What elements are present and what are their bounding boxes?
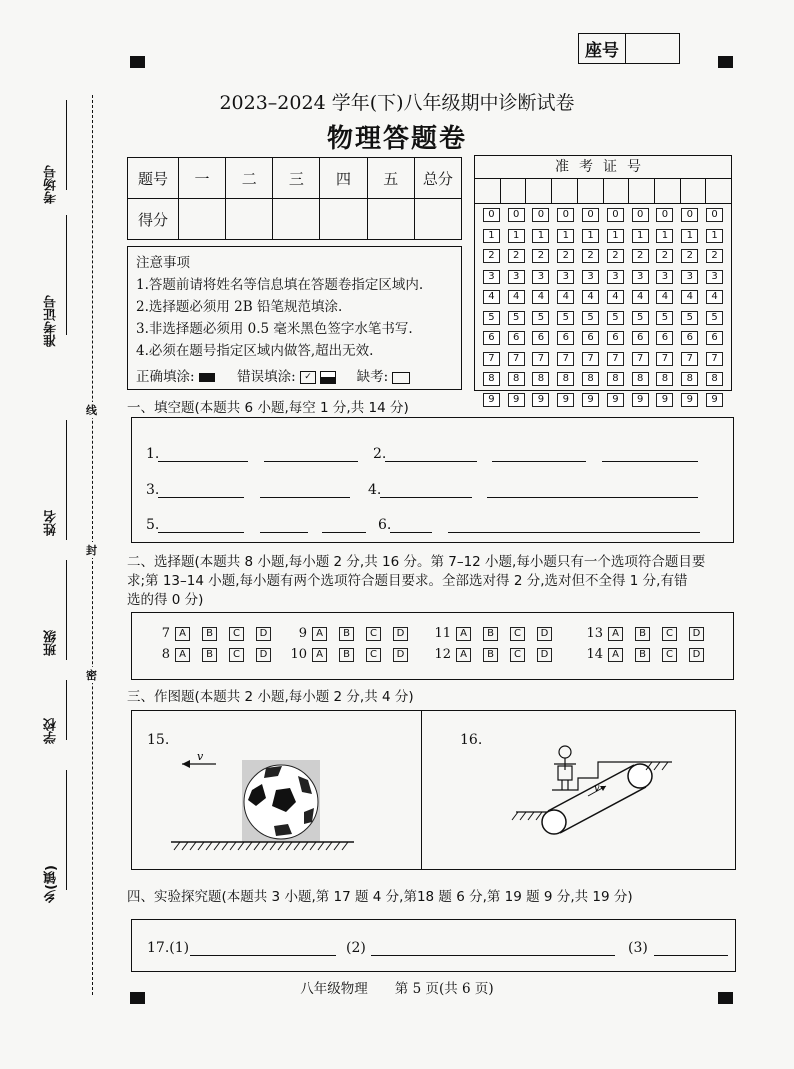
q4-blank-1[interactable]: [380, 497, 472, 498]
q17-label: 17.(1): [147, 940, 190, 956]
score-header-4: 四: [320, 158, 367, 199]
score-table: [127, 157, 462, 240]
notes-item: 2.选择题必须用 2B 铅笔规范填涂.: [136, 299, 343, 315]
admission-bubble[interactable]: 4: [681, 290, 698, 304]
admission-bubble[interactable]: 2: [483, 249, 500, 263]
choice-option-a[interactable]: A: [456, 627, 471, 641]
q3-label: 3.: [146, 482, 160, 498]
admission-bubble[interactable]: 1: [632, 229, 649, 243]
admission-bubble[interactable]: 2: [681, 249, 698, 263]
admission-bubble[interactable]: 4: [557, 290, 574, 304]
field-name: 姓名: [44, 510, 59, 536]
admission-bubble[interactable]: 0: [582, 208, 599, 222]
section4-heading: 四、实验探究题(本题共 3 小题,第 17 题 4 分,第18 题 6 分,第 19 题 9 分,共 19 分): [127, 889, 633, 905]
registration-mark-top-right: [718, 56, 733, 68]
choice-question-11: [433, 626, 564, 641]
admission-bubble[interactable]: 3: [607, 270, 624, 284]
admission-bubble[interactable]: 0: [557, 208, 574, 222]
admission-bubble[interactable]: 2: [706, 249, 723, 263]
score-cell[interactable]: [367, 199, 414, 240]
q4-blank-2[interactable]: [487, 497, 698, 498]
q2-blank-1[interactable]: [385, 461, 477, 462]
soccer-ball-figure: [166, 750, 356, 860]
choice-option-b[interactable]: B: [483, 627, 498, 641]
admission-bubble[interactable]: 7: [483, 352, 500, 366]
choice-number: 10: [290, 647, 307, 662]
section2-heading-line2: 求;第 13–14 小题,每小题有两个选项符合题目要求。全部选对得 2 分,选对但不全得 1 分,有错: [127, 573, 688, 589]
admission-bubble[interactable]: 9: [557, 393, 574, 407]
score-cell[interactable]: [414, 199, 461, 240]
admission-bubble[interactable]: 1: [607, 229, 624, 243]
admission-column: [628, 208, 653, 413]
score-header-total: 总分: [414, 158, 461, 199]
choice-option-d[interactable]: D: [256, 627, 271, 641]
admission-bubble[interactable]: 3: [582, 270, 599, 284]
admission-bubble[interactable]: 5: [532, 311, 549, 325]
admission-bubble[interactable]: 0: [532, 208, 549, 222]
section2-heading-line1: 二、选择题(本题共 8 小题,每小题 2 分,共 16 分。第 7–12 小题,每小题只有一个选项符合题目要: [127, 554, 706, 570]
choice-option-a[interactable]: A: [608, 648, 623, 662]
choice-option-c[interactable]: C: [662, 648, 677, 662]
choice-question-9: [289, 626, 420, 641]
admission-bubble[interactable]: 4: [632, 290, 649, 304]
admission-bubble[interactable]: 8: [557, 372, 574, 386]
admission-bubble[interactable]: 9: [582, 393, 599, 407]
q4-label: 4.: [368, 482, 382, 498]
admission-bubble[interactable]: 7: [582, 352, 599, 366]
admission-bubble[interactable]: 9: [632, 393, 649, 407]
choice-number: 14: [586, 647, 603, 662]
choice-option-d[interactable]: D: [256, 648, 271, 662]
field-township: 乡(镇): [44, 865, 59, 903]
q17-blank-3[interactable]: [654, 955, 728, 956]
admission-bubble[interactable]: 3: [557, 270, 574, 284]
field-class-line[interactable]: [66, 560, 67, 660]
choice-option-a[interactable]: A: [456, 648, 471, 662]
score-cell[interactable]: [226, 199, 273, 240]
admission-bubble[interactable]: 3: [508, 270, 525, 284]
absent-label: 缺考:: [356, 369, 389, 385]
admission-bubble[interactable]: 2: [532, 249, 549, 263]
admission-bubble[interactable]: 3: [706, 270, 723, 284]
admission-bubble[interactable]: 4: [508, 290, 525, 304]
q17-part3-label: (3): [628, 940, 648, 956]
notes-box: [127, 246, 462, 390]
choice-option-c[interactable]: C: [510, 627, 525, 641]
q17-blank-2[interactable]: [371, 955, 615, 956]
choice-number: 12: [434, 647, 451, 662]
fill-examples: [136, 366, 453, 388]
admission-bubble[interactable]: 1: [508, 229, 525, 243]
admission-bubble[interactable]: 5: [508, 311, 525, 325]
choice-option-d[interactable]: D: [393, 627, 408, 641]
choice-number: 11: [434, 626, 451, 641]
admission-bubble[interactable]: 1: [706, 229, 723, 243]
admission-number-grid: [474, 155, 732, 405]
choice-option-b[interactable]: B: [202, 648, 217, 662]
admission-bubble[interactable]: 3: [681, 270, 698, 284]
field-class: 班级: [44, 630, 59, 656]
admission-column: [479, 208, 504, 413]
choice-option-c[interactable]: C: [366, 627, 381, 641]
q5-blank-2[interactable]: [260, 532, 308, 533]
check-box-icon: ✓: [300, 371, 316, 384]
field-school: 学校: [44, 718, 59, 744]
seat-number-label: 座号: [579, 34, 626, 63]
score-cell[interactable]: [178, 199, 225, 240]
admission-bubble[interactable]: 6: [483, 331, 500, 345]
field-school-line[interactable]: [66, 680, 67, 740]
choice-question-8: [152, 647, 283, 662]
q6-label: 6.: [378, 517, 392, 533]
q6-blank-1[interactable]: [390, 532, 432, 533]
choice-option-a[interactable]: A: [175, 627, 190, 641]
admission-bubble[interactable]: 1: [582, 229, 599, 243]
choice-option-b[interactable]: B: [483, 648, 498, 662]
admission-bubble[interactable]: 6: [681, 331, 698, 345]
admission-bubble[interactable]: 2: [632, 249, 649, 263]
escalator-velocity-label: v: [594, 783, 600, 794]
admission-bubble[interactable]: 9: [508, 393, 525, 407]
admission-bubble[interactable]: 8: [706, 372, 723, 386]
choice-question-12: [433, 647, 564, 662]
q3-blank-1[interactable]: [158, 497, 244, 498]
admission-bubble[interactable]: 2: [582, 249, 599, 263]
admission-bubble[interactable]: 4: [582, 290, 599, 304]
admission-bubble[interactable]: 5: [582, 311, 599, 325]
admission-bubble[interactable]: 8: [681, 372, 698, 386]
score-row-label: 得分: [128, 199, 179, 240]
admission-bubble[interactable]: 4: [483, 290, 500, 304]
admission-bubble[interactable]: 8: [607, 372, 624, 386]
score-cell[interactable]: [273, 199, 320, 240]
choice-option-a[interactable]: A: [312, 627, 327, 641]
admission-column: [504, 208, 529, 413]
admission-bubble[interactable]: 9: [656, 393, 673, 407]
admission-bubble[interactable]: 4: [706, 290, 723, 304]
choice-option-c[interactable]: C: [229, 648, 244, 662]
registration-mark-top-left: [130, 56, 145, 68]
q2-blank-3[interactable]: [602, 461, 698, 462]
half-filled-box-icon: [320, 371, 336, 384]
choice-question-13: [585, 626, 716, 641]
q3-blank-2[interactable]: [260, 497, 350, 498]
score-header-label: 题号: [128, 158, 179, 199]
notes-item: 1.答题前请将姓名等信息填在答题卷指定区域内.: [136, 277, 424, 293]
field-name-line[interactable]: [66, 420, 67, 540]
choice-option-c[interactable]: C: [510, 648, 525, 662]
admission-bubble[interactable]: 2: [607, 249, 624, 263]
choice-option-c[interactable]: C: [662, 627, 677, 641]
exam-subtitle: 物理答题卷: [326, 124, 467, 154]
choice-option-b[interactable]: B: [635, 627, 650, 641]
fill-in-blank-box: [131, 417, 734, 543]
admission-bubble[interactable]: 7: [706, 352, 723, 366]
choice-option-b[interactable]: B: [339, 648, 354, 662]
admission-bubble[interactable]: 7: [508, 352, 525, 366]
q1-blank-2[interactable]: [264, 461, 358, 462]
section2-heading: [127, 553, 737, 610]
admission-bubble[interactable]: 8: [582, 372, 599, 386]
admission-bubble[interactable]: 6: [706, 331, 723, 345]
q17-part2-label: (2): [346, 940, 366, 956]
admission-bubble[interactable]: 5: [632, 311, 649, 325]
admission-bubble[interactable]: 5: [681, 311, 698, 325]
admission-bubble[interactable]: 3: [532, 270, 549, 284]
binding-char-line: 线: [86, 404, 97, 417]
score-cell[interactable]: [320, 199, 367, 240]
field-exam-room-line[interactable]: [66, 100, 67, 190]
admission-bubble[interactable]: 6: [508, 331, 525, 345]
field-exam-room: 考场号: [44, 165, 59, 204]
admission-bubble[interactable]: 3: [632, 270, 649, 284]
admission-bubble[interactable]: 7: [607, 352, 624, 366]
q6-blank-2[interactable]: [448, 532, 700, 533]
admission-bubble[interactable]: 0: [681, 208, 698, 222]
admission-bubble[interactable]: 9: [706, 393, 723, 407]
choice-option-a[interactable]: A: [608, 627, 623, 641]
admission-bubble[interactable]: 4: [656, 290, 673, 304]
admission-bubble[interactable]: 1: [681, 229, 698, 243]
choice-question-14: [585, 647, 716, 662]
fill-wrong-label: 错误填涂:: [237, 369, 296, 385]
admission-bubble[interactable]: 6: [582, 331, 599, 345]
admission-bubble[interactable]: 7: [532, 352, 549, 366]
admission-bubble[interactable]: 7: [632, 352, 649, 366]
admission-bubble[interactable]: 1: [483, 229, 500, 243]
admission-number-header: 准考证号: [475, 156, 731, 179]
admission-bubble[interactable]: 0: [607, 208, 624, 222]
fill-correct-label: 正确填涂:: [136, 369, 195, 385]
q1-blank-1[interactable]: [158, 461, 248, 462]
admission-bubble[interactable]: 3: [483, 270, 500, 284]
escalator-figure: [508, 738, 678, 842]
admission-bubble[interactable]: 0: [706, 208, 723, 222]
score-header-3: 三: [273, 158, 320, 199]
admission-bubble[interactable]: 7: [681, 352, 698, 366]
admission-bubble[interactable]: 8: [483, 372, 500, 386]
admission-column: [578, 208, 603, 413]
admission-bubble[interactable]: 0: [508, 208, 525, 222]
choice-number: 13: [586, 626, 603, 641]
filled-box-icon: [199, 373, 215, 382]
choice-option-d[interactable]: D: [689, 627, 704, 641]
absent-box[interactable]: [392, 372, 410, 384]
admission-column: [529, 208, 554, 413]
page-footer: 八年级物理 第 5 页(共 6 页): [300, 981, 494, 997]
admission-number-write-cells[interactable]: [475, 179, 731, 204]
admission-bubble[interactable]: 2: [508, 249, 525, 263]
admission-bubble[interactable]: 5: [557, 311, 574, 325]
admission-column: [603, 208, 628, 413]
q2-label: 2.: [373, 446, 387, 462]
notes-title: 注意事项: [136, 255, 190, 271]
admission-column: [553, 208, 578, 413]
admission-bubble[interactable]: 0: [656, 208, 673, 222]
choice-option-b[interactable]: B: [202, 627, 217, 641]
admission-bubble[interactable]: 0: [483, 208, 500, 222]
velocity-label: v: [197, 750, 204, 763]
admission-bubble[interactable]: 9: [483, 393, 500, 407]
section3-heading: 三、作图题(本题共 2 小题,每小题 2 分,共 4 分): [127, 689, 414, 705]
choice-question-10: [289, 647, 420, 662]
admission-bubble[interactable]: 7: [557, 352, 574, 366]
field-admission-no: 准考证号: [44, 295, 59, 347]
q5-label: 5.: [146, 517, 160, 533]
admission-bubble[interactable]: 0: [632, 208, 649, 222]
admission-bubble[interactable]: 1: [532, 229, 549, 243]
choice-option-a[interactable]: A: [312, 648, 327, 662]
choice-question-7: [152, 626, 283, 641]
choice-number: 8: [161, 647, 170, 662]
q16-label: 16.: [460, 732, 483, 748]
admission-bubble[interactable]: 2: [557, 249, 574, 263]
admission-bubble[interactable]: 3: [656, 270, 673, 284]
choice-option-d[interactable]: D: [689, 648, 704, 662]
admission-bubble[interactable]: 8: [656, 372, 673, 386]
admission-bubble-grid: [475, 204, 731, 413]
admission-bubble[interactable]: 6: [656, 331, 673, 345]
choice-option-b[interactable]: B: [339, 627, 354, 641]
binding-char-secret: 密: [86, 669, 97, 682]
q2-blank-2[interactable]: [492, 461, 586, 462]
admission-bubble[interactable]: 6: [557, 331, 574, 345]
choice-option-c[interactable]: C: [229, 627, 244, 641]
q5-blank-1[interactable]: [158, 532, 244, 533]
admission-bubble[interactable]: 1: [557, 229, 574, 243]
section2-heading-line3: 选的得 0 分): [127, 592, 204, 608]
admission-bubble[interactable]: 5: [706, 311, 723, 325]
seat-number-box[interactable]: [578, 33, 680, 64]
multiple-choice-box: [131, 612, 734, 680]
q1-label: 1.: [146, 446, 160, 462]
q5-blank-3[interactable]: [322, 532, 366, 533]
field-township-line[interactable]: [66, 770, 67, 890]
admission-column: [677, 208, 702, 413]
admission-bubble[interactable]: 8: [632, 372, 649, 386]
admission-bubble[interactable]: 6: [632, 331, 649, 345]
score-header-5: 五: [367, 158, 414, 199]
q15-label: 15.: [147, 732, 170, 748]
score-header-2: 二: [226, 158, 273, 199]
admission-bubble[interactable]: 6: [607, 331, 624, 345]
choice-option-d[interactable]: D: [537, 627, 552, 641]
admission-bubble[interactable]: 5: [607, 311, 624, 325]
admission-bubble[interactable]: 4: [607, 290, 624, 304]
choice-option-a[interactable]: A: [175, 648, 190, 662]
admission-bubble[interactable]: 5: [483, 311, 500, 325]
notes-item: 4.必须在题号指定区域内做答,超出无效.: [136, 343, 374, 359]
choice-option-b[interactable]: B: [635, 648, 650, 662]
binding-char-seal: 封: [86, 544, 97, 557]
admission-bubble[interactable]: 9: [532, 393, 549, 407]
admission-column: [653, 208, 678, 413]
admission-bubble[interactable]: 7: [656, 352, 673, 366]
admission-bubble[interactable]: 9: [681, 393, 698, 407]
section1-heading: 一、填空题(本题共 6 小题,每空 1 分,共 14 分): [127, 400, 409, 416]
admission-bubble[interactable]: 8: [508, 372, 525, 386]
admission-bubble[interactable]: 5: [656, 311, 673, 325]
q17-blank-1[interactable]: [190, 955, 336, 956]
choice-option-d[interactable]: D: [393, 648, 408, 662]
admission-column: [702, 208, 727, 413]
admission-bubble[interactable]: 2: [656, 249, 673, 263]
admission-bubble[interactable]: 9: [607, 393, 624, 407]
choice-option-d[interactable]: D: [537, 648, 552, 662]
choice-number: 9: [298, 626, 307, 641]
field-admission-no-line[interactable]: [66, 215, 67, 335]
exam-title: 2023–2024 学年(下)八年级期中诊断试卷: [219, 92, 575, 114]
choice-option-c[interactable]: C: [366, 648, 381, 662]
admission-bubble[interactable]: 6: [532, 331, 549, 345]
admission-bubble[interactable]: 4: [532, 290, 549, 304]
notes-item: 3.非选择题必须用 0.5 毫米黑色签字水笔书写.: [136, 321, 413, 337]
choice-number: 7: [161, 626, 170, 641]
score-header-1: 一: [178, 158, 225, 199]
admission-bubble[interactable]: 1: [656, 229, 673, 243]
admission-bubble[interactable]: 8: [532, 372, 549, 386]
